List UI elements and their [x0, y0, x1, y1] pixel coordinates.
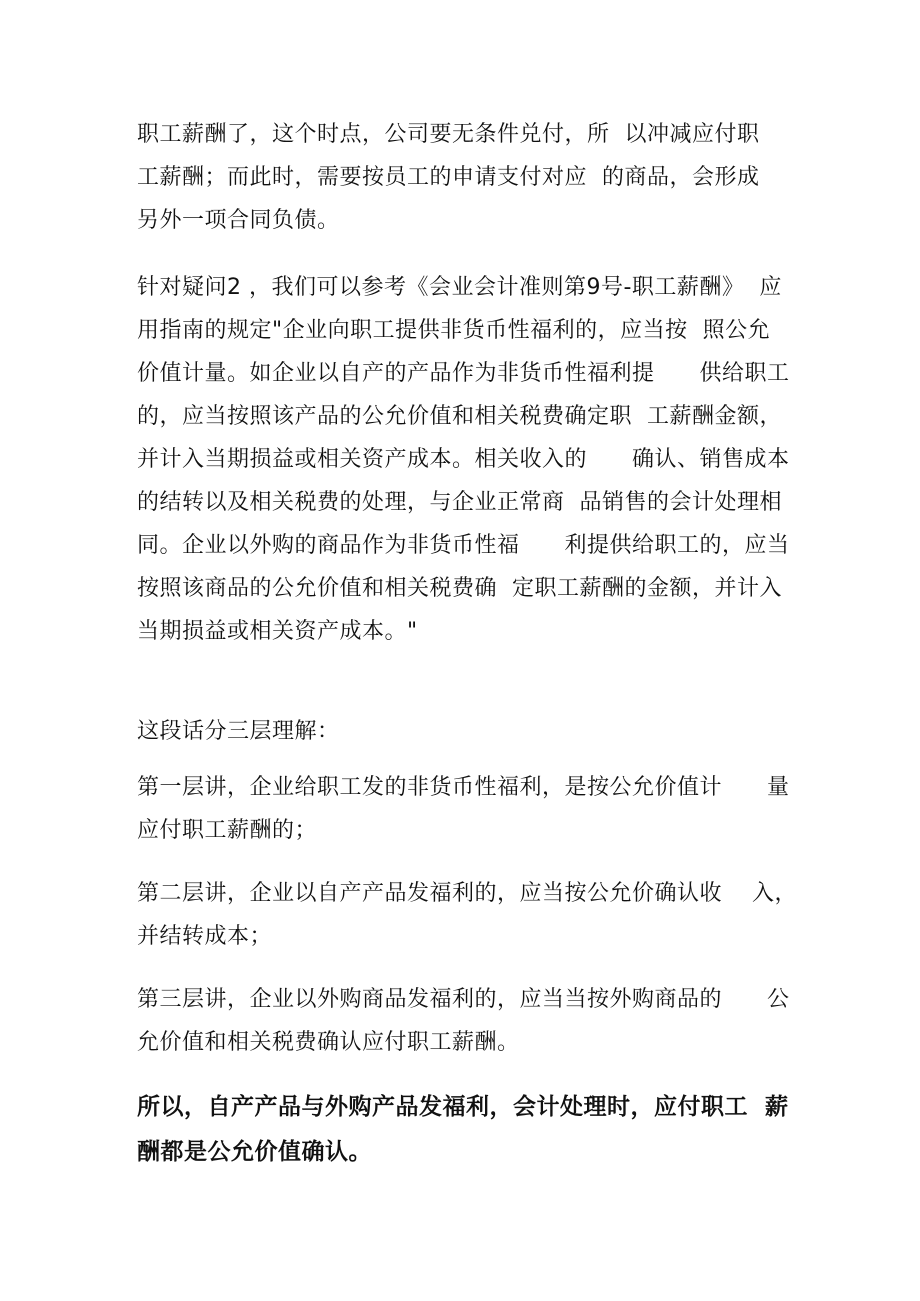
text-line: 第一层讲，企业给职工发的非货币性福利，是按公允价值计 量 [137, 775, 790, 800]
text-line: 允价值和相关税费确认应付职工薪酬。 [137, 1030, 520, 1055]
text-line: 第三层讲，企业以外购商品发福利的，应当当按外购商品的 公 [137, 987, 790, 1012]
text-line: 按照该商品的公允价值和相关税费确 定职工薪酬的金额，并计入 [137, 576, 782, 601]
text-line: 应付职工薪酬的； [137, 818, 318, 843]
text-line: 的结转以及相关税费的处理，与企业正常商 品销售的会计处理相 [137, 490, 782, 515]
text-line: 的，应当按照该产品的公允价值和相关税费确定职 工薪酬金额， [137, 404, 782, 429]
text-line: 并结转成本； [137, 924, 273, 949]
paragraph-standard-quote [137, 266, 797, 653]
text-line: 工薪酬；而此时，需要按员工的申请支付对应 的商品，会形成 [137, 165, 760, 190]
text-line: 另外一项合同负债。 [137, 208, 340, 233]
text-line: 所以，自产产品与外购产品发福利，会计处理时，应付职工 薪 [137, 1094, 789, 1120]
text-line: 并计入当期损益或相关资产成本。相关收入的 确认、销售成本 [137, 447, 790, 472]
text-line: 第二层讲，企业以自产产品发福利的，应当按公允价确认收 入， [137, 881, 797, 906]
paragraph-level-three [137, 978, 797, 1064]
text-line: 同。企业以外购的商品作为非货币性福 利提供给职工的，应当 [137, 533, 790, 558]
text-line: 针对疑问2 ，我们可以参考《会业会计准则第9号-职工薪酬》 应 [137, 275, 782, 300]
paragraph-level-two [137, 872, 797, 958]
paragraph-contract-liability [137, 113, 797, 242]
text-line: 用指南的规定"企业向职工提供非货币性福利的，应当按 照公允 [137, 318, 771, 343]
paragraph-three-levels-intro [137, 710, 797, 753]
paragraph-conclusion [137, 1085, 797, 1175]
paragraph-level-one [137, 766, 797, 852]
text-line: 价值计量。如企业以自产的产品作为非货币性福利提 供给职工 [137, 361, 790, 386]
text-line: 当期损益或相关资产成本。" [137, 619, 418, 644]
text-line: 职工薪酬了，这个时点，公司要无条件兑付，所 以冲减应付职 [137, 122, 760, 147]
text-line: 这段话分三层理解： [137, 719, 340, 744]
text-line: 酬都是公允价值确认。 [137, 1139, 372, 1165]
